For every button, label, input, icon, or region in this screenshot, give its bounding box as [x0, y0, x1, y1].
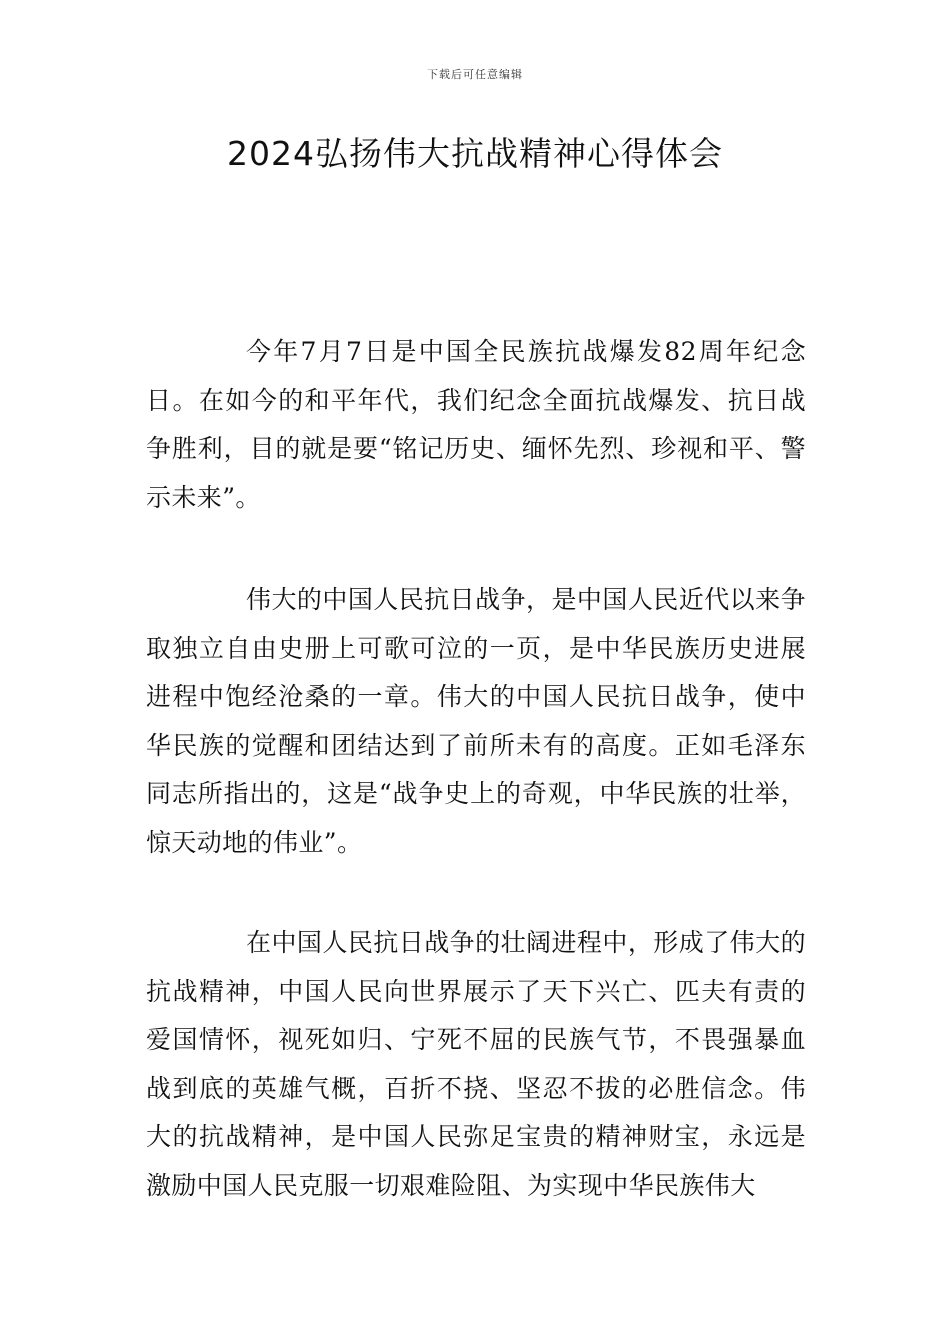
- paragraph-2: 伟大的中国人民抗日战争，是中国人民近代以来争取独立自由史册上可歌可泣的一页，是中华民族历史进展进程中饱经沧桑的一章。伟大的中国人民抗日战争，使中华民族的觉醒和团结达到了前所未有的高度。正如毛泽东同志所指出的，这是“战争史上的奇观，中华民族的壮举，惊天动地的伟业”。: [146, 585, 806, 857]
- paragraph-1: 今年7月7日是中国全民族抗战爆发82周年纪念日。在如今的和平年代，我们纪念全面抗战爆发、抗日战争胜利，目的就是要“铭记历史、缅怀先烈、珍视和平、警示未来”。: [146, 337, 806, 512]
- paragraph-3: 在中国人民抗日战争的壮阔进程中，形成了伟大的抗战精神，中国人民向世界展示了天下兴亡、匹夫有责的爱国情怀，视死如归、宁死不屈的民族气节，不畏强暴血战到底的英雄气概，百折不挠、坚忍不拔的必胜信念。伟大的抗战精神，是中国人民弥足宝贵的精神财宝，永远是激励中国人民克服一切艰难险阻、为实现中华民族伟大: [146, 928, 806, 1200]
- document-title: 2024弘扬伟大抗战精神心得体会: [227, 134, 723, 173]
- header-note: 下载后可任意编辑: [427, 68, 523, 81]
